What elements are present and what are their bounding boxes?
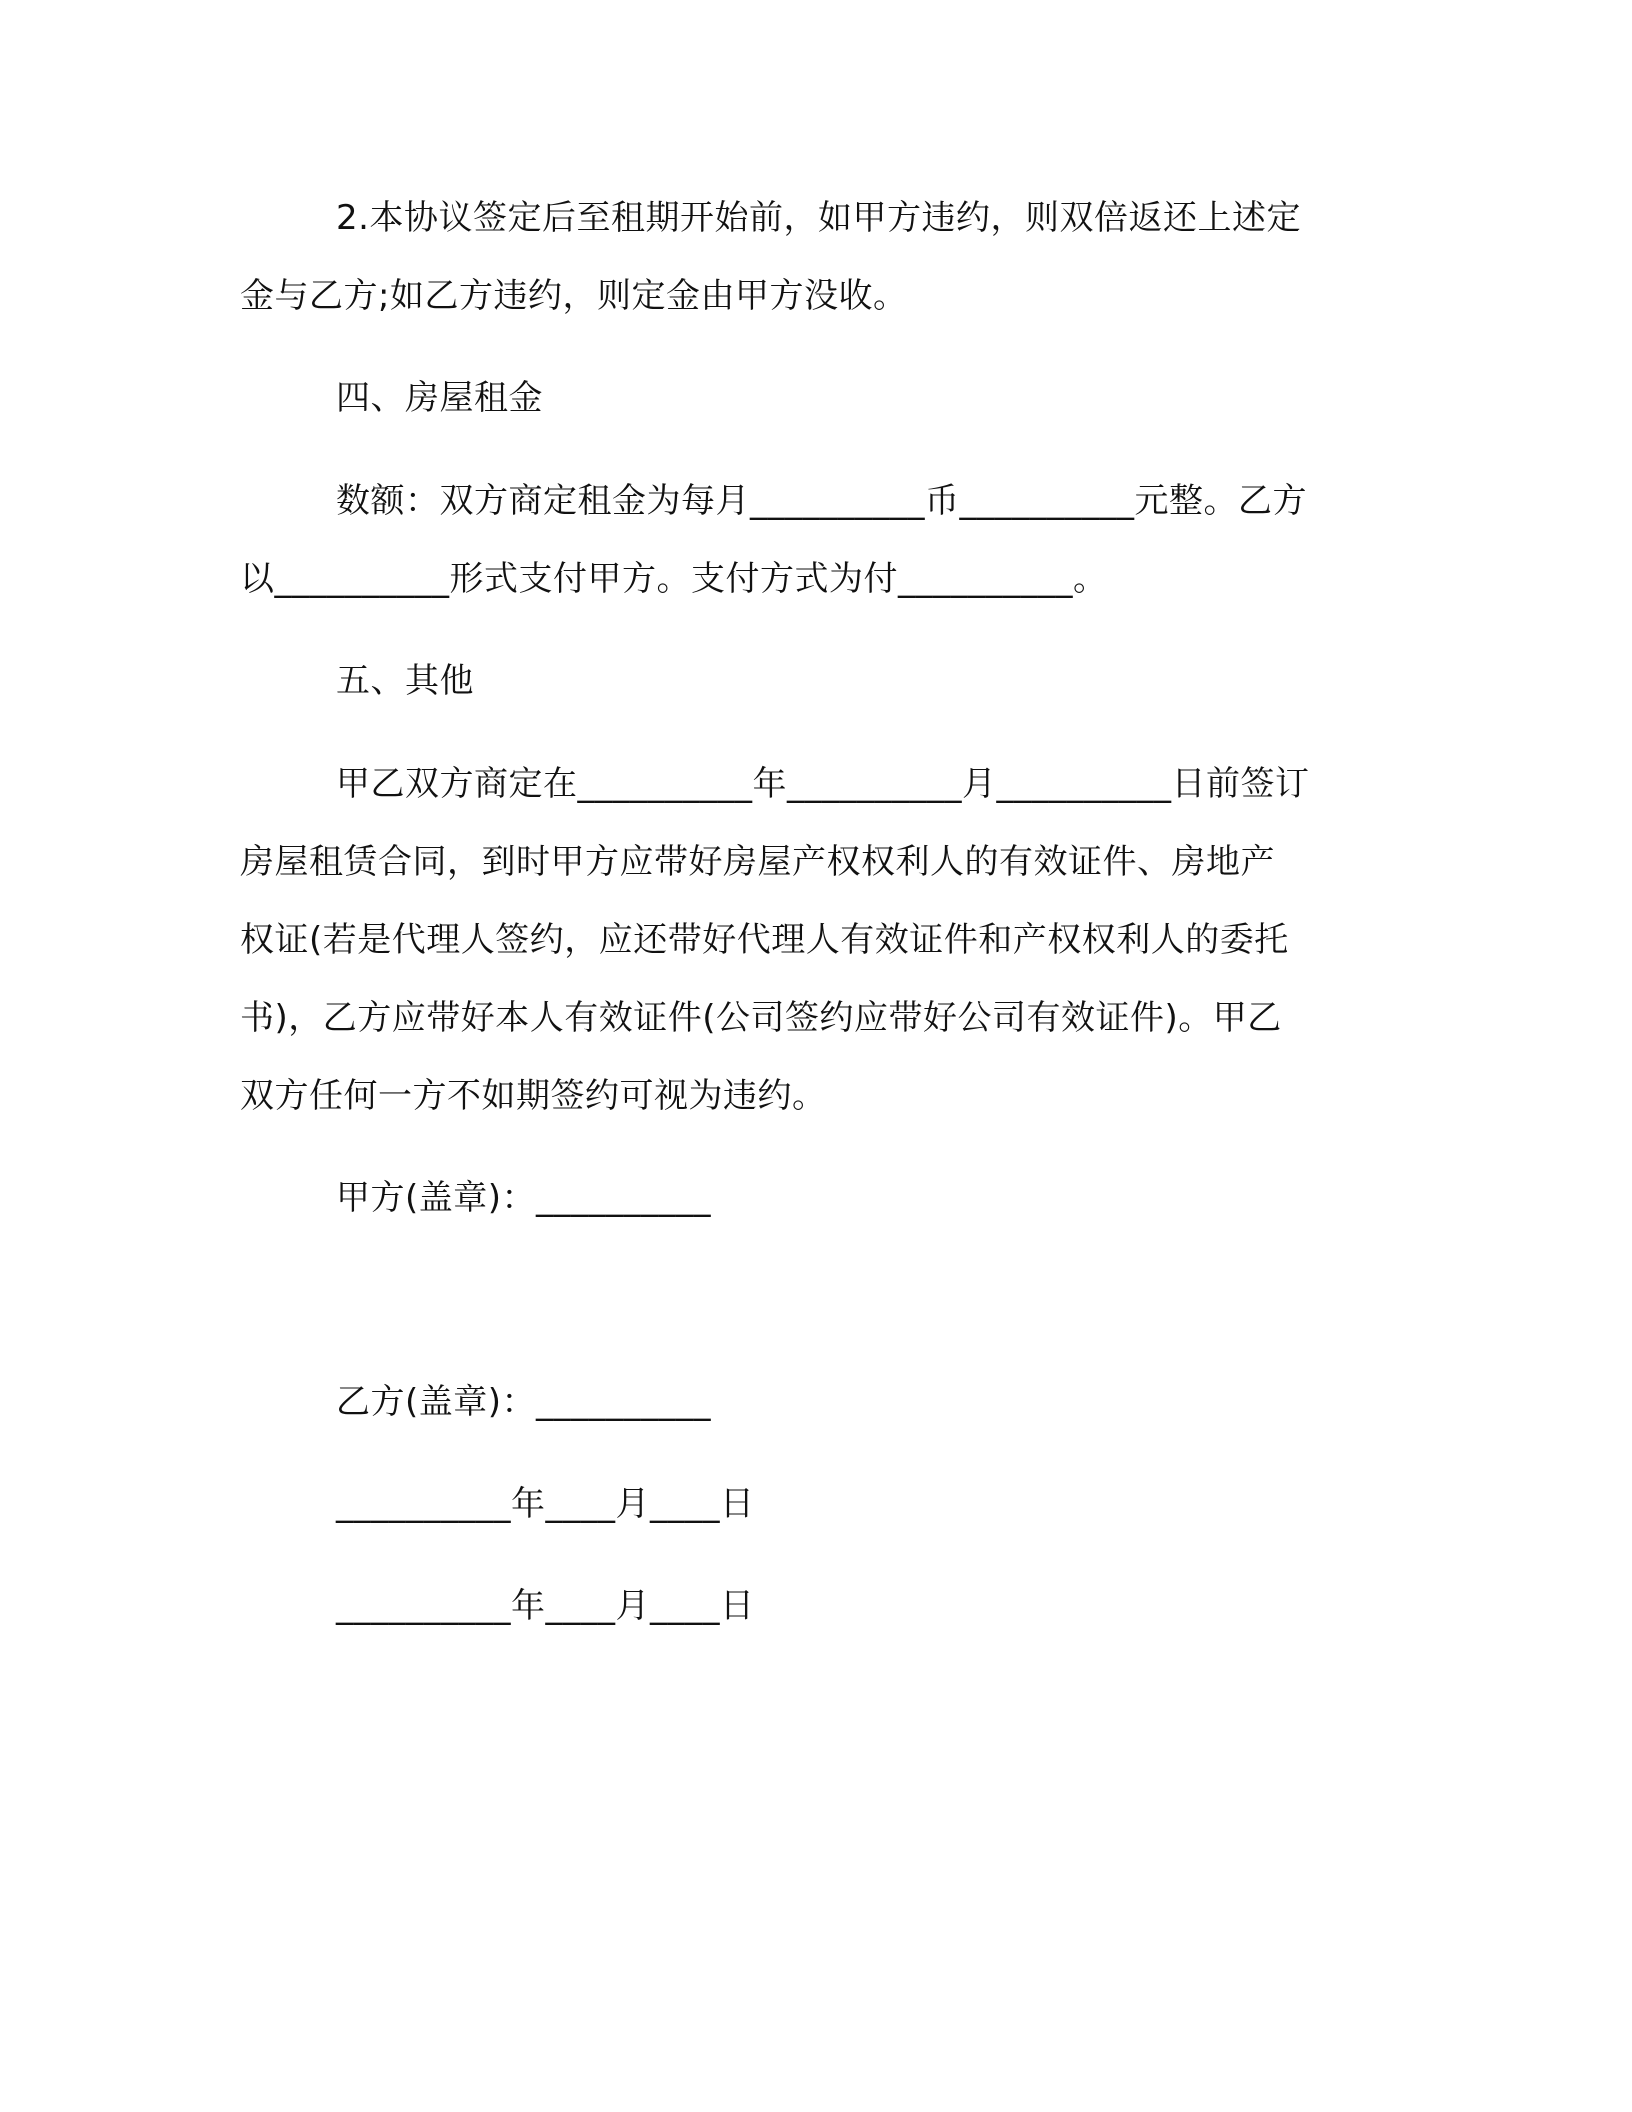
date-line-b: __________年____月____日 [336,1586,755,1626]
section-4-heading: 四、房屋租金 [336,378,543,418]
other-line-5: 双方任何一方不如期签约可视为违约。 [240,1076,827,1116]
party-a-seal-line: 甲方(盖章)：__________ [336,1178,712,1218]
other-line-1: 甲乙双方商定在__________年__________月__________日前签订 [336,764,1310,804]
other-line-2: 房屋租赁合同，到时甲方应带好房屋产权权利人的有效证件、房地产 [240,842,1275,882]
date-line-a: __________年____月____日 [336,1484,755,1524]
clause-2-line-2: 金与乙方;如乙方违约，则定金由甲方没收。 [240,276,908,316]
clause-2-line-1: 2.本协议签定后至租期开始前，如甲方违约，则双倍返还上述定 [336,198,1301,238]
other-line-4: 书)，乙方应带好本人有效证件(公司签约应带好公司有效证件)。甲乙 [240,998,1282,1038]
rent-amount-line-2: 以__________形式支付甲方。支付方式为付__________。 [240,559,1108,599]
party-b-seal-line: 乙方(盖章)：__________ [336,1382,712,1422]
rent-amount-line-1: 数额：双方商定租金为每月__________币__________元整。乙方 [336,481,1307,521]
other-line-3: 权证(若是代理人签约，应还带好代理人有效证件和产权权利人的委托 [240,920,1289,960]
section-5-heading: 五、其他 [336,661,474,701]
